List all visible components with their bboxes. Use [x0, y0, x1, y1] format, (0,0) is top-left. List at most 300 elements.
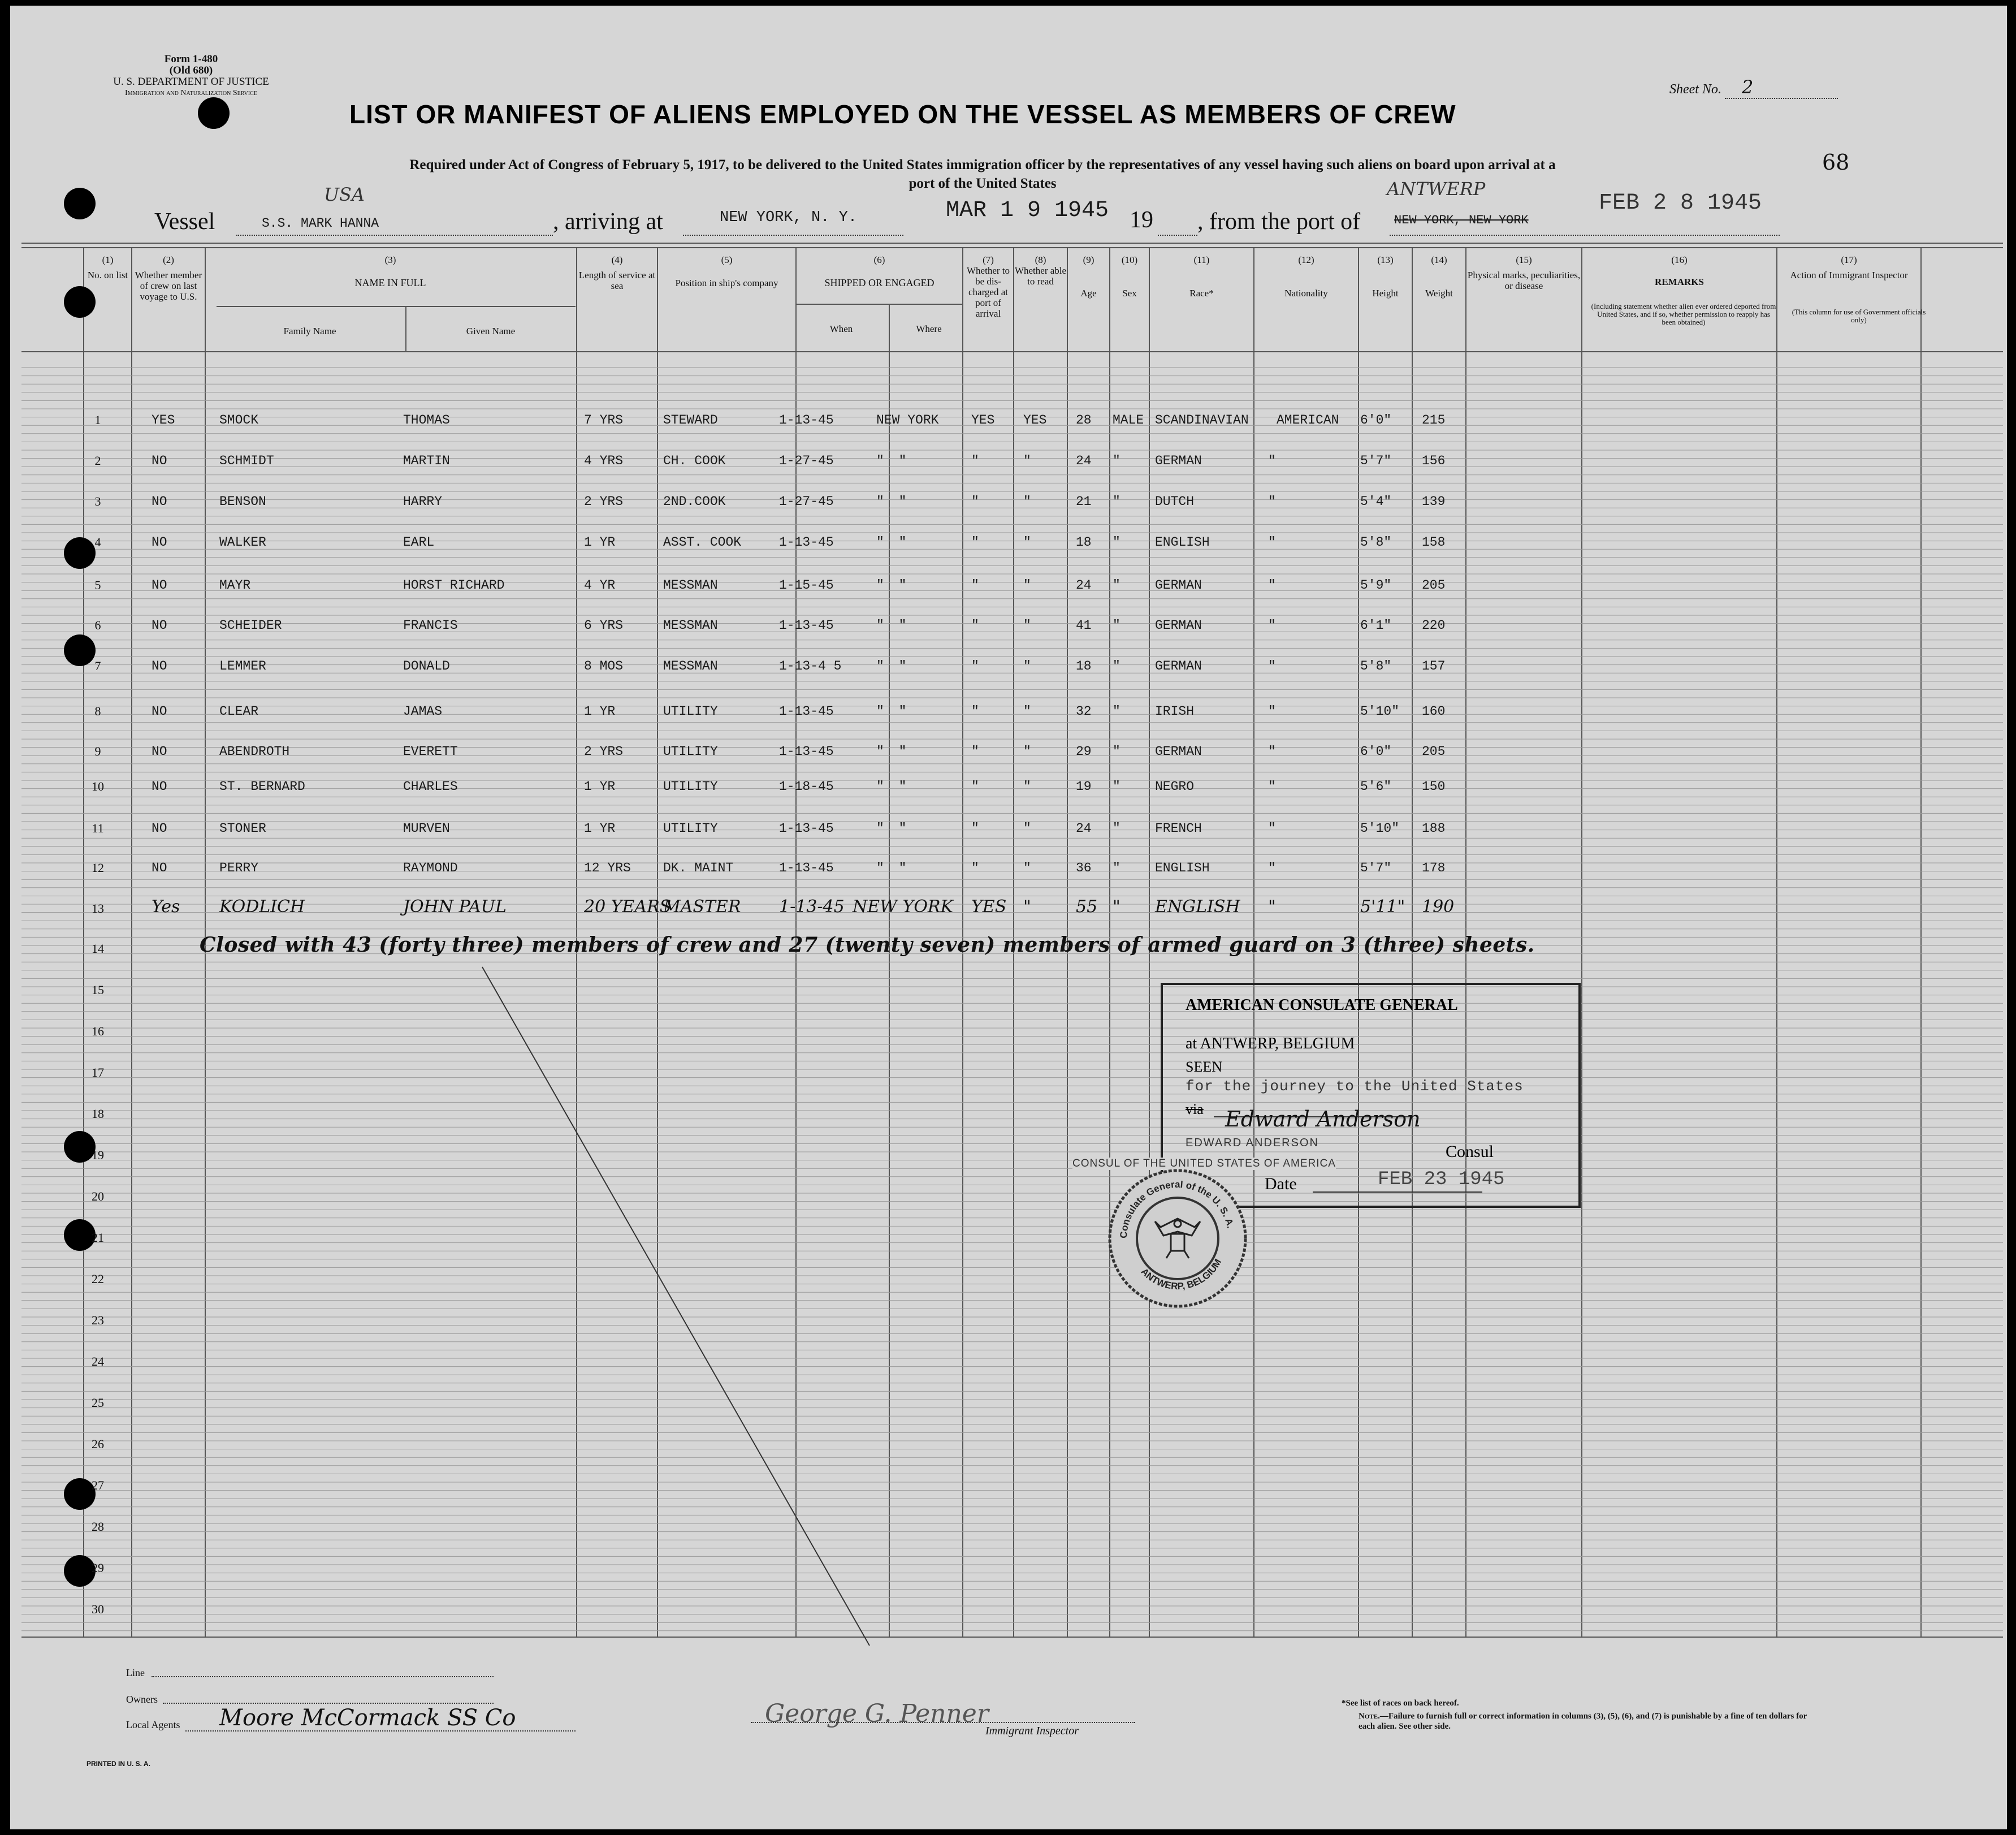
service-length-cell: 2 YRS — [584, 744, 624, 759]
when-header: When — [829, 323, 853, 334]
age-cell: 18 — [1076, 659, 1092, 673]
weight-cell: 190 — [1422, 897, 1455, 917]
able-to-read-cell: " — [1023, 779, 1031, 794]
nationality-cell: " — [1268, 821, 1276, 836]
service-length-cell: 4 YRS — [584, 454, 624, 468]
given-name-cell: HARRY — [403, 494, 443, 509]
column-label: Physical marks, peculiarities, or disease — [1467, 270, 1581, 291]
weight-cell: 205 — [1422, 578, 1446, 593]
position-cell: UTILITY — [663, 779, 718, 794]
service-length-cell: 12 YRS — [584, 861, 631, 875]
vessel-label: Vessel — [154, 209, 215, 235]
sex-cell: " — [1113, 578, 1121, 593]
column-label: REMARKS — [1655, 277, 1704, 287]
column-number: (9) — [1083, 254, 1094, 265]
race-cell: ENGLISH — [1155, 535, 1210, 550]
given-name-cell: HORST RICHARD — [403, 578, 505, 593]
column-header — [1067, 254, 1110, 299]
shipped-where-cell: " " — [876, 779, 910, 794]
shipped-where-cell: " " — [876, 659, 910, 673]
closing-note: Closed with 43 (forty three) members of crew and 27 (twenty seven) members of armed guard on 3 (three) sheets. — [200, 933, 1535, 957]
age-cell: 36 — [1076, 861, 1092, 875]
rownum-cell: 4 — [94, 535, 101, 549]
shipped-when-cell: 1-13-4 5 — [779, 659, 842, 673]
age-cell: 24 — [1076, 578, 1092, 593]
vessel-name: S.S. MARK HANNA — [262, 216, 379, 231]
nationality-cell: " — [1268, 659, 1276, 673]
prev-voyage-cell: NO — [152, 861, 167, 875]
arrival-date: MAR 1 9 1945 — [946, 198, 1109, 223]
empty-row-number: 30 — [92, 1602, 104, 1616]
age-cell: 24 — [1076, 454, 1092, 468]
consul-label: Consul — [1446, 1142, 1494, 1161]
empty-row-number: 19 — [92, 1148, 104, 1162]
seal-outer-text: Consulate General of the U. S. A. — [1118, 1178, 1236, 1239]
prev-voyage-cell: NO — [152, 578, 167, 593]
note-text: —Failure to furnish full or correct information in columns (3), (5), (6), and (7) is punishable by a fine of ten dollars for each alien. See other side. — [1359, 1712, 1807, 1731]
rownum-cell: 9 — [94, 744, 101, 758]
age-cell: 29 — [1076, 744, 1092, 759]
shipped-where-cell: NEW YORK — [876, 413, 939, 428]
column-number: (2) — [163, 254, 174, 265]
given-name-cell: RAYMOND — [403, 861, 458, 875]
agents-value: Moore McCormack SS Co — [219, 1705, 516, 1731]
discharge-cell: " — [971, 659, 979, 673]
position-cell: DK. MAINT — [663, 861, 734, 875]
able-to-read-cell: " — [1023, 897, 1031, 917]
rownum-cell: 3 — [94, 494, 101, 508]
service-length-cell: 7 YRS — [584, 413, 624, 428]
discharge-cell: " — [971, 578, 979, 593]
shipped-when-cell: 1-13-45 — [779, 744, 834, 759]
column-label: Height — [1372, 288, 1399, 299]
race-cell: GERMAN — [1155, 659, 1202, 673]
agents-label: Local Agents — [126, 1719, 180, 1730]
column-number: (1) — [102, 254, 114, 265]
empty-row-number: 22 — [92, 1272, 104, 1286]
given-name-cell: FRANCIS — [403, 618, 458, 633]
empty-row-number: 21 — [92, 1230, 104, 1245]
column-label: Position in ship's company — [675, 278, 778, 288]
column-label: No. on list — [87, 270, 128, 280]
rownum-cell: 8 — [94, 704, 101, 718]
stamp-seen: SEEN — [1186, 1059, 1222, 1075]
race-cell: ENGLISH — [1155, 861, 1210, 875]
service-length-cell: 20 YEARS — [584, 897, 672, 917]
vessel-country-note: USA — [324, 184, 365, 205]
consulate-seal — [1104, 1165, 1251, 1312]
given-name-cell: EVERETT — [403, 744, 458, 759]
empty-row-number: 23 — [92, 1313, 104, 1327]
age-cell: 41 — [1076, 618, 1092, 633]
rownum-cell: 6 — [94, 618, 101, 632]
family-name-cell: STONER — [219, 821, 266, 836]
prev-voyage-cell: NO — [152, 659, 167, 673]
races-note: *See list of races on back hereof. — [1342, 1699, 1459, 1708]
shipped-where-cell: " " — [876, 535, 910, 550]
empty-row-number: 25 — [92, 1396, 104, 1410]
sex-cell: " — [1113, 618, 1121, 633]
empty-row-number: 27 — [92, 1478, 104, 1492]
rownum-cell: 12 — [92, 861, 104, 875]
discharge-cell: " — [971, 618, 979, 633]
line-label: Line — [126, 1667, 145, 1678]
column-header — [1412, 254, 1466, 299]
shipped-when-cell: 1-13-45 — [779, 704, 834, 719]
family-name-cell: BENSON — [219, 494, 266, 509]
weight-cell: 157 — [1422, 659, 1446, 673]
sex-cell: " — [1113, 821, 1121, 836]
empty-row-number: 26 — [92, 1437, 104, 1451]
prev-voyage-cell: Yes — [152, 897, 180, 917]
shipped-when-cell: 1-13-45 — [779, 821, 834, 836]
action-note: (This column for use of Government officials only) — [1792, 308, 1926, 324]
port-note: ANTWERP — [1387, 178, 1486, 200]
nationality-cell: " — [1268, 897, 1276, 917]
height-cell: 6'0" — [1360, 413, 1392, 428]
discharge-cell: YES — [971, 413, 995, 428]
empty-row-number: 18 — [92, 1107, 104, 1121]
position-cell: UTILITY — [663, 704, 718, 719]
punch-hole — [64, 286, 96, 318]
shipped-when-cell: 1-18-45 — [779, 779, 834, 794]
nationality-cell: " — [1268, 535, 1276, 550]
race-cell: SCANDINAVIAN — [1155, 413, 1249, 428]
column-header — [1014, 254, 1067, 287]
position-cell: UTILITY — [663, 821, 718, 836]
from-port-underline — [1390, 235, 1780, 236]
prev-voyage-cell: YES — [152, 413, 175, 428]
able-to-read-cell: " — [1023, 578, 1031, 593]
column-header — [1149, 254, 1254, 299]
year-underline — [1158, 235, 1197, 236]
shipped-when-cell: 1-27-45 — [779, 454, 834, 468]
column-number: (10) — [1121, 254, 1138, 265]
discharge-cell: " — [971, 535, 979, 550]
nationality-cell: " — [1268, 618, 1276, 633]
able-to-read-cell: " — [1023, 659, 1031, 673]
able-to-read-cell: " — [1023, 704, 1031, 719]
family-name-cell: ST. BERNARD — [219, 779, 305, 794]
position-cell: MESSMAN — [663, 659, 718, 673]
race-cell: GERMAN — [1155, 454, 1202, 468]
prev-voyage-cell: NO — [152, 779, 167, 794]
weight-cell: 156 — [1422, 454, 1446, 468]
rownum-cell: 5 — [94, 578, 101, 592]
seal-city-text: ANTWERP, BELGIUM — [1139, 1257, 1224, 1292]
given-name-cell: CHARLES — [403, 779, 458, 794]
column-number: (3) — [384, 254, 396, 265]
family-name-cell: KODLICH — [219, 897, 305, 917]
column-number: (13) — [1377, 254, 1394, 265]
age-cell: 19 — [1076, 779, 1092, 794]
empty-row-number: 29 — [92, 1561, 104, 1575]
column-label: Race* — [1189, 288, 1214, 299]
prev-voyage-cell: NO — [152, 821, 167, 836]
column-label: Age — [1080, 288, 1097, 299]
family-name-cell: LEMMER — [219, 659, 266, 673]
nationality-cell: AMERICAN — [1277, 413, 1339, 428]
shipped-where-cell: NEW YORK — [853, 897, 953, 917]
service-length-cell: 6 YRS — [584, 618, 624, 633]
shipped-when-cell: 1-13-45 — [779, 535, 834, 550]
rownum-cell: 10 — [92, 779, 104, 793]
where-header: Where — [916, 323, 942, 334]
family-name-cell: SCHMIDT — [219, 454, 274, 468]
column-number: (16) — [1671, 254, 1688, 265]
family-name-cell: SMOCK — [219, 413, 259, 428]
column-number: (12) — [1298, 254, 1314, 265]
able-to-read-cell: " — [1023, 618, 1031, 633]
able-to-read-cell: " — [1023, 861, 1031, 875]
arriving-label: , arriving at — [553, 209, 663, 235]
shipped-where-cell: " " — [876, 494, 910, 509]
height-cell: 5'7" — [1360, 861, 1392, 875]
race-cell: IRISH — [1155, 704, 1195, 719]
prev-voyage-cell: NO — [152, 618, 167, 633]
prev-voyage-cell: NO — [152, 494, 167, 509]
able-to-read-cell: " — [1023, 494, 1031, 509]
empty-row-number: 14 — [92, 942, 104, 956]
agents-field — [185, 1730, 576, 1732]
manifest-sheet — [10, 6, 2007, 1829]
remarks-note: (Including statement whether alien ever ordered deported from United States, and if so, whether permission to reapply has been obtained) — [1591, 302, 1776, 326]
discharge-cell: " — [971, 494, 979, 509]
service-length-cell: 2 YRS — [584, 494, 624, 509]
age-cell: 32 — [1076, 704, 1092, 719]
sheet-number — [1669, 76, 1838, 99]
column-label: Action of Immigrant Inspector — [1790, 270, 1908, 280]
column-label: Nationality — [1284, 288, 1328, 299]
discharge-cell: " — [971, 704, 979, 719]
stamp-title: AMERICAN CONSULATE GENERAL — [1186, 996, 1458, 1014]
position-cell: CH. COOK — [663, 454, 726, 468]
column-header — [963, 254, 1014, 319]
height-cell: 5'8" — [1360, 659, 1392, 673]
discharge-cell: " — [971, 821, 979, 836]
nationality-cell: " — [1268, 744, 1276, 759]
shipped-where-cell: " " — [876, 578, 910, 593]
shipped-where-cell: " " — [876, 821, 910, 836]
note-label: Note. — [1359, 1712, 1380, 1721]
consul-signature: Edward Anderson — [1225, 1107, 1421, 1132]
column-header — [1254, 254, 1359, 299]
race-cell: GERMAN — [1155, 578, 1202, 593]
age-cell: 55 — [1076, 897, 1098, 917]
service-length-cell: 1 YR — [584, 821, 616, 836]
empty-row-number: 24 — [92, 1354, 104, 1368]
race-cell: GERMAN — [1155, 618, 1202, 633]
column-number: (5) — [721, 254, 733, 265]
rownum-cell: 11 — [92, 821, 104, 835]
column-header — [796, 254, 963, 288]
position-cell: MESSMAN — [663, 618, 718, 633]
shipped-when-cell: 1-13-45 — [779, 618, 834, 633]
column-header — [1359, 254, 1412, 299]
stamp-date: FEB 23 1945 — [1378, 1169, 1505, 1190]
empty-row-number: 20 — [92, 1189, 104, 1203]
given-name-cell: MURVEN — [403, 821, 450, 836]
old-form-number: (Old 680) — [169, 64, 213, 76]
column-header — [1466, 254, 1582, 291]
position-cell: ASST. COOK — [663, 535, 742, 550]
service-name: Immigration and Naturalization Service — [125, 89, 257, 97]
empty-row-number: 16 — [92, 1024, 104, 1038]
column-number: (17) — [1841, 254, 1857, 265]
inspector-signature-line — [751, 1722, 1135, 1723]
weight-cell: 188 — [1422, 821, 1446, 836]
vessel-name-underline — [236, 235, 553, 236]
able-to-read-cell: " — [1023, 454, 1031, 468]
able-to-read-cell: " — [1023, 535, 1031, 550]
column-header — [1582, 254, 1777, 287]
shipped-when-cell: 1-13-45 — [779, 861, 834, 875]
punch-hole — [198, 97, 230, 129]
column-header — [205, 254, 576, 288]
nationality-cell: " — [1268, 779, 1276, 794]
column-label: Whether to be dis-charged at port of arrival — [967, 265, 1010, 319]
sex-cell: " — [1113, 535, 1121, 550]
departure-date: FEB 2 8 1945 — [1599, 191, 1762, 216]
from-port: NEW YORK, NEW YORK — [1394, 213, 1529, 227]
inspector-label: Immigrant Inspector — [985, 1725, 1079, 1737]
position-cell: MASTER — [663, 897, 741, 917]
weight-cell: 158 — [1422, 535, 1446, 550]
age-cell: 21 — [1076, 494, 1092, 509]
sex-cell: " — [1113, 704, 1121, 719]
position-cell: MESSMAN — [663, 578, 718, 593]
rownum-cell: 13 — [92, 901, 104, 916]
family-name-header: Family Name — [283, 326, 336, 336]
race-cell: ENGLISH — [1155, 897, 1240, 917]
column-header — [84, 254, 132, 280]
age-cell: 18 — [1076, 535, 1092, 550]
stamp-journey: for the journey to the United States — [1186, 1078, 1524, 1095]
requirement-line-1: Required under Act of Congress of February 5, 1917, to be delivered to the United States immigration officer by the representatives of any vessel having such aliens on board upon arrival at a — [409, 157, 1556, 172]
service-length-cell: 8 MOS — [584, 659, 624, 673]
punch-hole — [64, 188, 96, 219]
shipped-when-cell: 1-13-45 — [779, 897, 845, 917]
height-cell: 5'11" — [1360, 897, 1405, 917]
race-cell: NEGRO — [1155, 779, 1195, 794]
printed-in-usa: PRINTED IN U. S. A. — [86, 1760, 150, 1768]
shipped-when-cell: 1-27-45 — [779, 494, 834, 509]
column-number: (6) — [873, 254, 885, 265]
position-cell: 2ND.COOK — [663, 494, 726, 509]
rownum-cell: 1 — [94, 413, 101, 427]
height-cell: 5'7" — [1360, 454, 1392, 468]
service-length-cell: 1 YR — [584, 779, 616, 794]
prev-voyage-cell: NO — [152, 535, 167, 550]
given-name-cell: DONALD — [403, 659, 450, 673]
given-name-cell: JOHN PAUL — [403, 897, 507, 917]
family-name-cell: WALKER — [219, 535, 266, 550]
height-cell: 6'0" — [1360, 744, 1392, 759]
column-label: Sex — [1122, 288, 1137, 299]
owners-field — [163, 1703, 494, 1704]
stamp-via: via — [1186, 1101, 1204, 1117]
stamp-date-line — [1313, 1191, 1482, 1193]
able-to-read-cell: " — [1023, 744, 1031, 759]
stamp-date-label: Date — [1265, 1175, 1297, 1193]
sex-cell: " — [1113, 744, 1121, 759]
line-field — [152, 1676, 494, 1677]
column-header — [657, 254, 796, 288]
stamp-city: at ANTWERP, BELGIUM — [1186, 1035, 1355, 1052]
nationality-cell: " — [1268, 578, 1276, 593]
empty-row-number: 28 — [92, 1519, 104, 1534]
arrival-port-underline — [683, 235, 903, 236]
penalty-note — [1359, 1711, 1808, 1732]
position-cell: UTILITY — [663, 744, 718, 759]
sheet-label: Sheet No. — [1669, 82, 1721, 97]
strike-line — [482, 967, 869, 1646]
empty-row-number: 15 — [92, 983, 104, 997]
column-header — [1777, 254, 1921, 280]
height-cell: 5'6" — [1360, 779, 1392, 794]
weight-cell: 178 — [1422, 861, 1446, 875]
discharge-cell: YES — [971, 897, 1007, 917]
consul-name: EDWARD ANDERSON — [1186, 1137, 1319, 1149]
given-name-header: Given Name — [466, 326, 516, 336]
empty-row-number: 17 — [92, 1065, 104, 1080]
weight-cell: 150 — [1422, 779, 1446, 794]
column-header — [1110, 254, 1149, 299]
discharge-cell: " — [971, 454, 979, 468]
height-cell: 5'10" — [1360, 821, 1400, 836]
race-cell: GERMAN — [1155, 744, 1202, 759]
page-title: LIST OR MANIFEST OF ALIENS EMPLOYED ON THE VESSEL AS MEMBERS OF CREW — [349, 100, 1456, 129]
weight-cell: 139 — [1422, 494, 1446, 509]
column-label: Weight — [1425, 288, 1453, 299]
prev-voyage-cell: NO — [152, 744, 167, 759]
sex-cell: " — [1113, 659, 1121, 673]
given-name-cell: THOMAS — [403, 413, 450, 428]
year-label: 19 — [1130, 207, 1153, 233]
column-label: Length of service at sea — [578, 270, 656, 291]
race-cell: DUTCH — [1155, 494, 1195, 509]
shipped-when-cell: 1-13-45 — [779, 413, 834, 428]
shipped-where-cell: " " — [876, 744, 910, 759]
requirement-text — [163, 156, 1802, 193]
discharge-cell: " — [971, 861, 979, 875]
family-name-cell: CLEAR — [219, 704, 259, 719]
service-length-cell: 4 YR — [584, 578, 616, 593]
discharge-cell: " — [971, 744, 979, 759]
form-number: Form 1-480 — [164, 53, 218, 65]
given-name-cell: MARTIN — [403, 454, 450, 468]
column-label: Whether member of crew on last voyage to U.S. — [135, 270, 202, 302]
shipped-where-cell: " " — [876, 861, 910, 875]
weight-cell: 220 — [1422, 618, 1446, 633]
column-number: (4) — [611, 254, 623, 265]
service-length-cell: 1 YR — [584, 704, 616, 719]
given-name-cell: EARL — [403, 535, 435, 550]
position-cell: STEWARD — [663, 413, 718, 428]
weight-cell: 215 — [1422, 413, 1446, 428]
nationality-cell: " — [1268, 454, 1276, 468]
column-label: NAME IN FULL — [354, 277, 426, 288]
service-length-cell: 1 YR — [584, 535, 616, 550]
age-cell: 28 — [1076, 413, 1092, 428]
sex-cell: MALE — [1113, 413, 1144, 428]
shipped-where-cell: " " — [876, 704, 910, 719]
age-cell: 24 — [1076, 821, 1092, 836]
from-port-label: , from the port of — [1197, 209, 1361, 235]
column-label: SHIPPED OR ENGAGED — [824, 277, 935, 288]
height-cell: 5'8" — [1360, 535, 1392, 550]
shipped-where-cell: " " — [876, 454, 910, 468]
